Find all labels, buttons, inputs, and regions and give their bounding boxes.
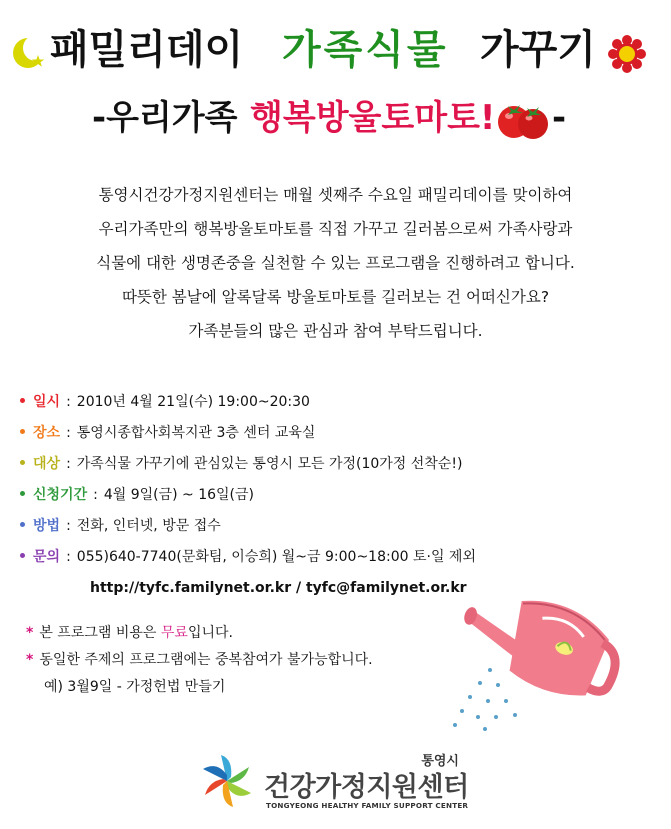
info-separator: : xyxy=(66,394,71,410)
intro-line: 따뜻한 봄날에 알록달록 방울토마토를 길러보는 건 어떠신가요? xyxy=(121,288,550,306)
pinwheel-logo-icon xyxy=(196,750,258,812)
info-separator: : xyxy=(66,518,71,534)
intro-paragraph xyxy=(0,178,671,348)
asterisk-icon: * xyxy=(26,625,34,641)
title-line-2 xyxy=(0,88,671,148)
contact-website-email: http://tyfc.familynet.or.kr / tyfc@familynet.or.kr xyxy=(90,580,467,596)
info-row-target xyxy=(20,452,660,483)
info-separator: : xyxy=(66,456,71,472)
info-label: 신청기간 xyxy=(33,487,88,503)
subtitle-dash: - xyxy=(552,98,567,138)
note-free-cost xyxy=(26,620,486,647)
bullet-icon xyxy=(20,398,25,403)
note-no-duplicate xyxy=(26,647,486,674)
info-value: 가족식물 가꾸기에 관심있는 통영시 모든 가정(10가정 선착순!) xyxy=(76,456,463,472)
note-example: 예) 3월9일 - 가정헌법 만들기 xyxy=(44,679,226,695)
subtitle-happy-tomato: 행복방울토마토! xyxy=(250,98,496,138)
info-value: 통영시종합사회복지관 3층 센터 교육실 xyxy=(76,425,316,441)
intro-line: 통영시건강가정지원센터는 매월 셋째주 수요일 패밀리데이를 맞이하여 xyxy=(98,186,573,204)
info-separator: : xyxy=(66,425,71,441)
bullet-icon xyxy=(20,553,25,558)
bullet-icon xyxy=(20,460,25,465)
info-value: 4월 9일(금) ~ 16일(금) xyxy=(103,487,255,503)
bullet-icon xyxy=(20,429,25,434)
info-row-method xyxy=(20,514,660,545)
notes-section xyxy=(26,620,486,701)
note-text: 동일한 주제의 프로그램에는 중복참여가 불가능합니다. xyxy=(39,652,373,668)
center-logo xyxy=(196,748,481,814)
tomato-icon xyxy=(496,94,550,142)
title-family-day: 패밀리데이 xyxy=(50,27,244,73)
watering-can-icon xyxy=(440,585,640,735)
asterisk-icon: * xyxy=(26,652,34,668)
free-highlight: 무료 xyxy=(160,625,188,641)
note-text: 본 프로그램 비용은 xyxy=(39,625,157,641)
bullet-icon xyxy=(20,522,25,527)
info-label: 장소 xyxy=(33,425,61,441)
intro-line: 우리가족만의 행복방울토마토를 직접 가꾸고 길러봄으로써 가족사랑과 xyxy=(98,220,573,238)
logo-region-text: 통영시 xyxy=(421,754,459,769)
intro-line: 식물에 대한 생명존중을 실천할 수 있는 프로그램을 진행하려고 합니다. xyxy=(96,254,575,272)
info-row-contact xyxy=(20,545,660,576)
crescent-moon-icon xyxy=(8,33,48,73)
logo-center-name: 건강가정지원센터 xyxy=(264,772,469,803)
sun-flower-icon xyxy=(607,34,647,74)
bullet-icon xyxy=(20,491,25,496)
info-row-place xyxy=(20,421,660,452)
info-row-date xyxy=(20,390,660,421)
note-text: 입니다. xyxy=(187,625,233,641)
info-value: 전화, 인터넷, 방문 접수 xyxy=(76,518,221,534)
info-separator: : xyxy=(93,487,98,503)
logo-english-name: TONGYEONG HEALTHY FAMILY SUPPORT CENTER xyxy=(266,801,469,810)
subtitle-our-family: -우리가족 xyxy=(92,98,238,138)
title-growing: 가꾸기 xyxy=(480,27,596,73)
info-row-application-period xyxy=(20,483,660,514)
info-label: 일시 xyxy=(33,394,61,410)
info-label: 방법 xyxy=(33,518,61,534)
info-value: 2010년 4월 21일(수) 19:00~20:30 xyxy=(76,394,310,410)
title-line-1 xyxy=(0,22,671,78)
intro-line: 가족분들의 많은 관심과 참여 부탁드립니다. xyxy=(188,322,483,340)
info-label: 문의 xyxy=(33,549,61,565)
title-family-plant: 가족식물 xyxy=(282,27,449,73)
info-label: 대상 xyxy=(33,456,61,472)
event-info-list xyxy=(20,390,660,604)
info-separator: : xyxy=(66,549,71,565)
info-value: 055)640-7740(문화팀, 이승희) 월~금 9:00~18:00 토·일 제외 xyxy=(76,549,476,565)
